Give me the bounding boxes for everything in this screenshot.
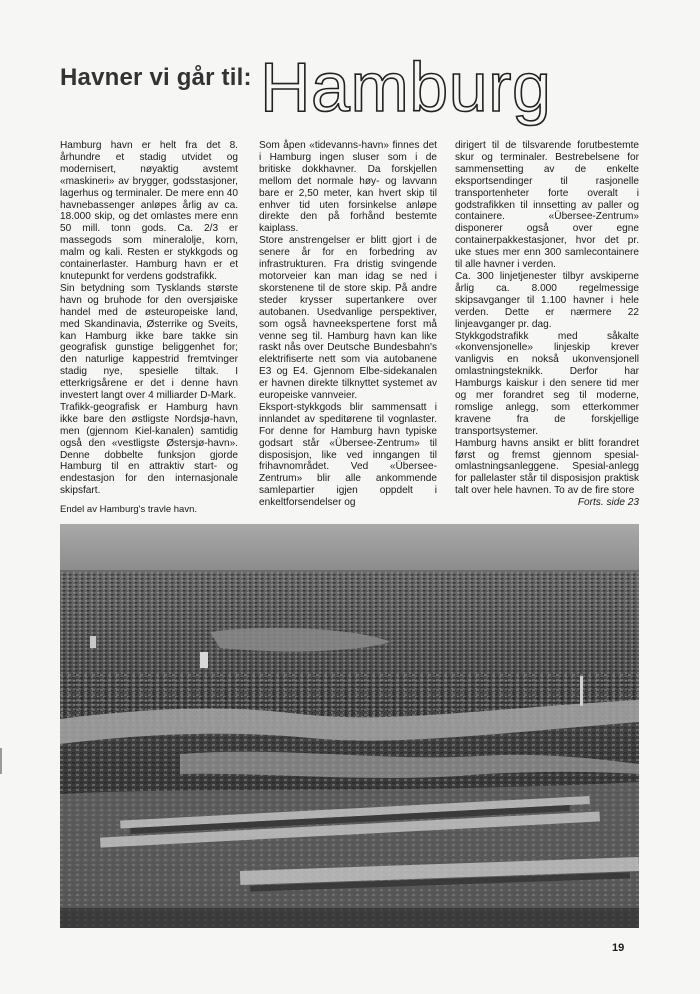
paragraph: Sin betydning som Tysklands største havn og bruhode for den oversjøiske handel med de østeuropeiske land, med Skandinavia, Østerrike og Sveits, kan Hamburg ikke bare takke sin geografisk gunstige beliggenhet for; den naturlige kappestrid fremtvinger stadig nye, spesielle tiltak. I etterkrigsårene er det i denne havn investert langt over 4 milliarder D-Mark.	[60, 282, 238, 402]
continued-note: Forts. side 23	[577, 497, 639, 509]
heading-prefix: Havner vi går til:	[60, 64, 252, 91]
paragraph: Hamburg havn er helt fra det 8. århundre et stadig utvidet og modernisert, nøyaktig avstemt «maskineri» av brygger, godsstasjoner, lagerhus og terminaler. De mere enn 40 havnebassenger anløpes årlig av ca. 18.000 skip, og det omlastes mere enn 50 mill. tonn gods. Ca. 2/3 er massegods som mineralolje, korn, malm og kali. Resten er stykkgods og containerlaster. Hamburg havn er et knutepunkt for verdens godstrafikk.	[60, 140, 238, 282]
text-column-middle	[259, 140, 437, 509]
paragraph: Som åpen «tidevanns-havn» finnes det i Hamburg ingen sluser som i de britiske dokkhavner. Da forskjellen mellom det normale høy- og lavvann bare er 2,50 meter, kan hvert skip til enhver tid uten forsinkelse anløpe direkte den på forhånd bestemte kaiplass.	[259, 140, 437, 235]
article-heading	[60, 48, 620, 132]
paragraph: Ca. 300 linjetjenester tilbyr avskiperne årlig ca. 8.000 regelmessige skipsavganger til 1.100 havner i hele verden. Dette er nærmere 22 linjeavganger pr. dag.	[455, 270, 639, 330]
paragraph: Trafikk-geografisk er Hamburg havn ikke bare den østligste Nordsjø-havn, men (gjennom Kiel-kanalen) samtidig også den «vestligste Østersjø-havn». Denne dobbelte funksjon gjorde Hamburg til en attraktiv start- og endestasjon for den internasjonale skipsfart.	[60, 401, 238, 497]
scan-edge-mark	[0, 748, 2, 774]
text-column-left	[60, 140, 238, 497]
page-number: 19	[612, 942, 625, 954]
photo-caption: Endel av Hamburg's travle havn.	[60, 504, 197, 515]
harbor-aerial-photo	[60, 524, 639, 928]
paragraph: Eksport-stykkgods blir sammensatt i innlandet av speditørene til vognlaster. For denne for Hamburg havn typiske godsart står «Übersee-Zentrum» til disposisjon, like ved inngangen til frihavnområdet. Ved «Übersee-Zentrum» blir alle ankommende samlepartier igjen oppdelt i enkeltforsendelser og	[259, 401, 437, 509]
paragraph: Stykkgodstrafikk med såkalte «konvensjonelle» linjeskip krever vanligvis en nokså ukonvensjonell omlastningsteknikk. Derfor har Hamburgs kaiskur i den senere tid mer og mer forandret seg til moderne, romslige anlegg, som etterkommer kravene fra de forskjellige transportsystemer.	[455, 330, 639, 437]
text-column-right	[455, 140, 639, 509]
paragraph: dirigert til de tilsvarende forutbestemte skur og terminaler. Bestrebelsene for sammensetting av de enkelte eksportsendinger til rasjonelle transportenheter forte overalt i godstrafikken til innsetting av paller og containere. «Übersee-Zentrum» disponerer også over egne containerpakkestasjoner, hvor det pr. uke stues mer enn 300 samlecontainere til alle havner i verden.	[455, 140, 639, 271]
paragraph: Hamburg havns ansikt er blitt forandret først og fremst gjennom spesial-omlastningsanleggene. Spesial-anlegg for pallelaster står til disposisjon praktisk talt over hele havnen. To av de fire store	[455, 437, 639, 497]
heading-title: Hamburg	[260, 48, 552, 126]
paragraph: Store anstrengelser er blitt gjort i de senere år for en forbedring av infrastrukturen. Fra dristig svingende motorveier kan man idag se ned i skorstenene til de store skip. På andre steder krysser supertankere over autobanen. Usedvanlige perspektiver, som også havneekspertene forst må venne seg til. Hamburg havn kan like raskt nås over Deutsche Bundesbahn's elektrifiserte nett som via autobanene E3 og E4. Gjennom Elbe-sidekanalen er havnen direkte tilknyttet systemet av europeiske vannveier.	[259, 235, 437, 402]
